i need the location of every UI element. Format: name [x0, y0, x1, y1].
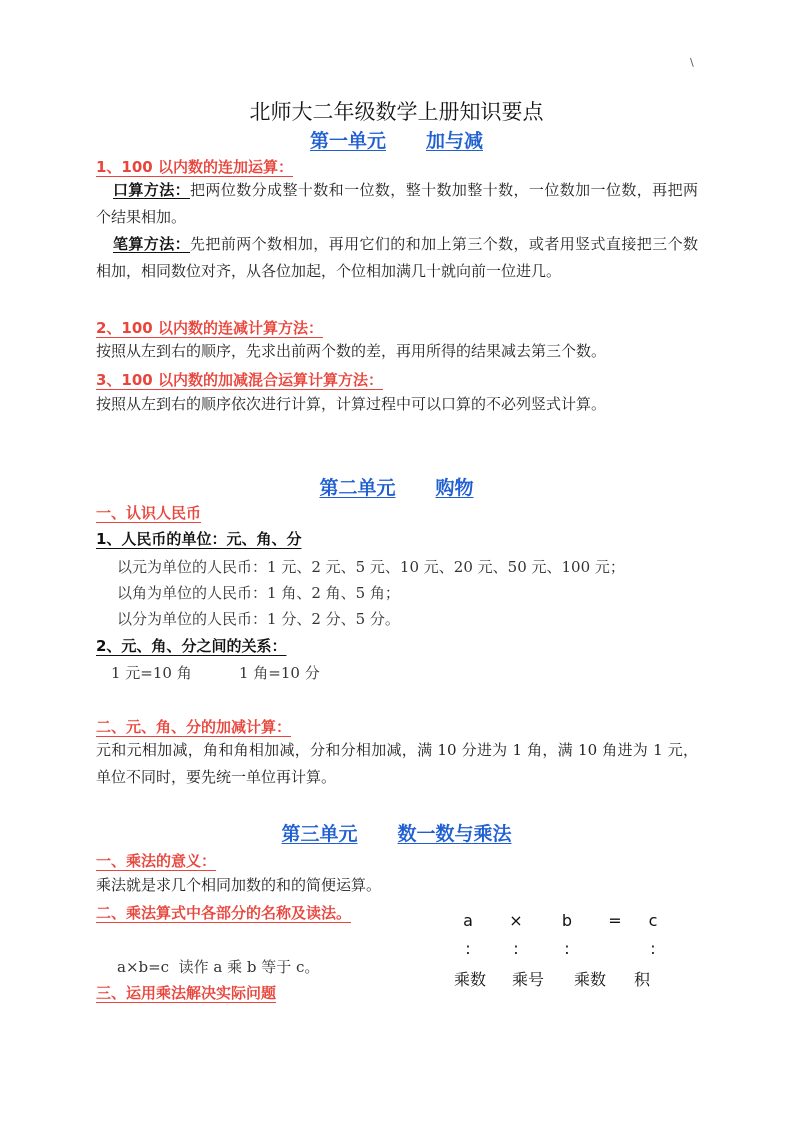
relation-jiao-fen: 1 角=10 分: [239, 664, 320, 682]
unit2-name: 第二单元: [319, 477, 396, 499]
label-factor-2: 乘数: [573, 970, 606, 989]
unit1-section1-heading: 1、100 以内数的连加运算：: [96, 158, 293, 176]
unit2-section2-text: 元和元相加减，角和角相加减，分和分相加减，满 10 分进为 1 角，满 10 角进为 1 元，单位不同时，要先统一单位再计算。: [96, 741, 698, 786]
unit3-section2-heading: 二、乘法算式中各部分的名称及读法。: [96, 904, 352, 922]
colon-1: :: [465, 939, 471, 958]
document-title: 北师大二年级数学上册知识要点: [249, 100, 544, 124]
unit1-heading: [0, 126, 793, 153]
unit2-subsection1-heading: 1、人民币的单位：元、角、分: [96, 530, 302, 548]
colon-3: :: [564, 939, 570, 958]
factor-a: a: [463, 911, 473, 930]
colon-2: :: [513, 939, 519, 958]
label-product: 积: [633, 970, 650, 989]
relation-yuan-jiao: 1 元=10 角: [111, 664, 192, 682]
unit3-name: 第三单元: [281, 823, 358, 845]
unit2-section2-heading: 二、元、角、分的加减计算：: [96, 718, 292, 736]
unit3-heading: [0, 819, 793, 846]
label-factor-1: 乘数: [453, 970, 486, 989]
unit1-name: 第一单元: [309, 130, 386, 152]
written-method-text: 先把前两个数相加，再用它们的和加上第三个数，或者用竖式直接把三个数相加，相同数位对齐，从各位加起，个位相加满几十就向前一位进几。: [96, 235, 698, 280]
oral-method-text: 把两位数分成整十数和一位数，整十数加整十数，一位数加一位数，再把两个结果相加。: [96, 181, 698, 226]
product-c: c: [648, 911, 658, 930]
unit2-section1-heading: 一、认识人民币: [96, 504, 202, 522]
corner-mark: \: [690, 56, 694, 69]
times-sign: ×: [509, 911, 523, 930]
unit2-topic: 购物: [435, 477, 474, 499]
unit3-section1-heading: 一、乘法的意义：: [96, 852, 217, 870]
written-method-label: 笔算方法：: [113, 235, 191, 253]
multiplication-formula: a×b=c 读作 a 乘 b 等于 c。: [117, 958, 320, 976]
unit1-section3-heading: 3、100 以内数的加减混合运算计算方法：: [96, 371, 383, 389]
factor-b: b: [561, 911, 573, 930]
oral-method-label: 口算方法：: [113, 181, 191, 199]
unit1-section2-heading: 2、100 以内数的连减计算方法：: [96, 319, 323, 337]
unit2-heading: [0, 473, 793, 500]
multiplication-parts-diagram: [440, 905, 680, 995]
equals-sign: =: [608, 911, 622, 930]
unit1-written-method: [96, 231, 698, 285]
unit1-section2-text: 按照从左到右的顺序，先求出前两个数的差，再用所得的结果减去第三个数。: [96, 342, 607, 360]
unit1-topic: 加与减: [426, 130, 484, 152]
colon-4: :: [650, 939, 656, 958]
unit3-section1-text: 乘法就是求几个相同加数的和的简便运算。: [96, 876, 382, 894]
unit3-topic: 数一数与乘法: [397, 823, 512, 845]
unit2-subsection2-heading: 2、元、角、分之间的关系：: [96, 637, 287, 655]
jiao-units-line: 以角为单位的人民币：1 角、2 角、5 角；: [117, 584, 400, 602]
unit3-section3-heading: 三、运用乘法解决实际问题: [96, 984, 277, 1002]
unit1-section3-text: 按照从左到右的顺序依次进行计算，计算过程中可以口算的不必列竖式计算。: [96, 395, 607, 413]
label-times-sign: 乘号: [511, 970, 544, 989]
fen-units-line: 以分为单位的人民币：1 分、2 分、5 分。: [117, 610, 400, 628]
yuan-units-line: 以元为单位的人民币：1 元、2 元、5 元、10 元、20 元、50 元、100 元；: [117, 558, 625, 576]
unit1-oral-method: [96, 177, 698, 231]
